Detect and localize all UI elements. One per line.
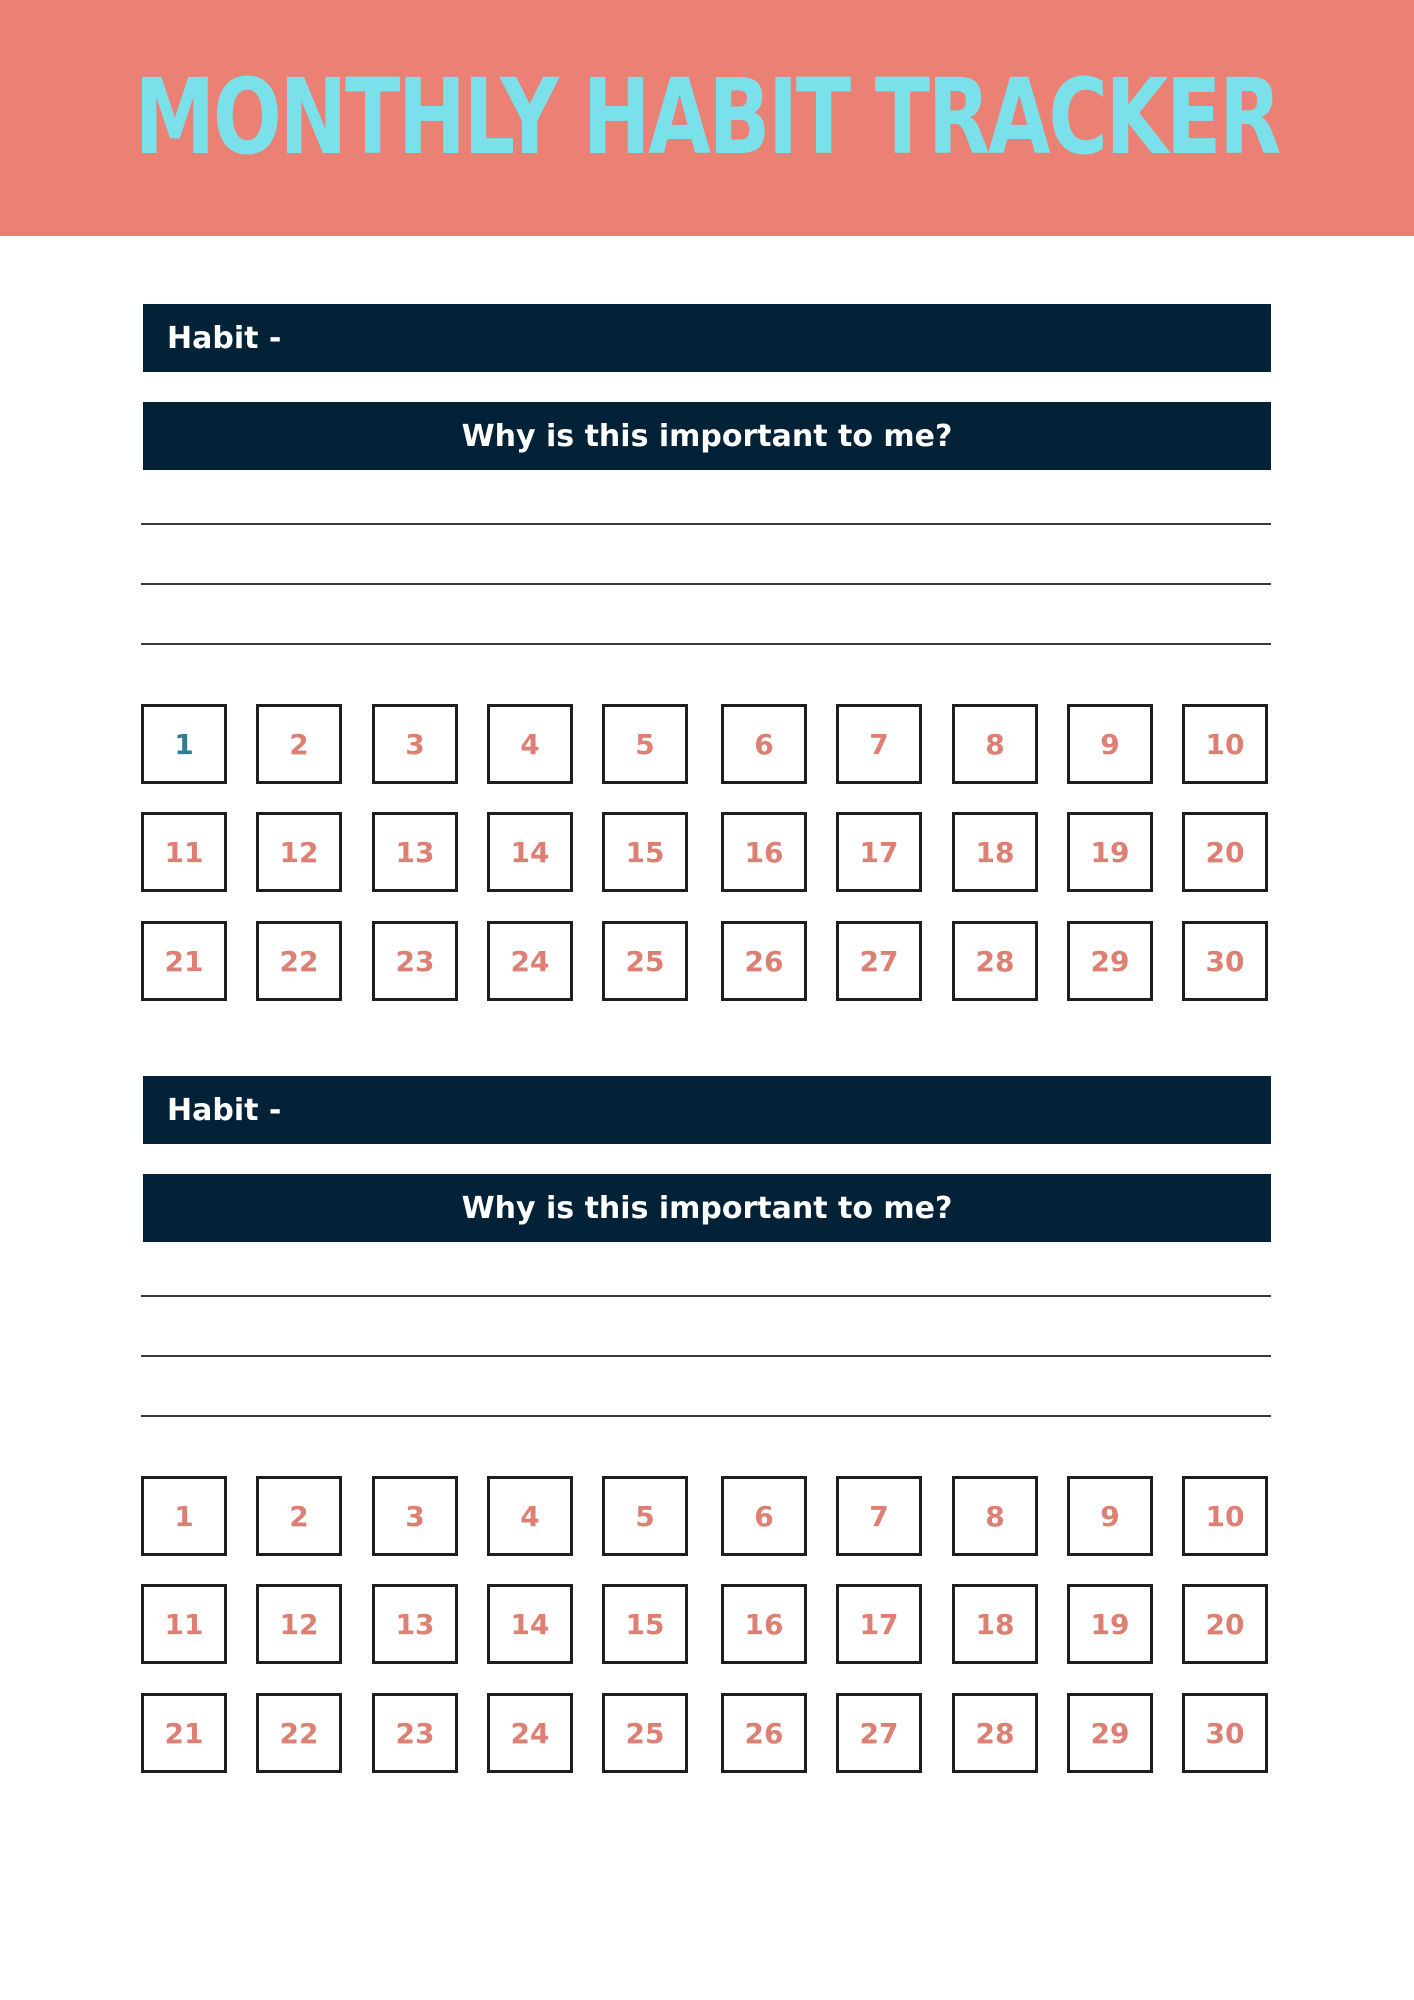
day-checkbox-2[interactable]: 2 (256, 1476, 342, 1556)
day-checkbox-26[interactable]: 26 (721, 921, 807, 1001)
day-checkbox-7[interactable]: 7 (836, 1476, 922, 1556)
day-checkbox-4[interactable]: 4 (487, 1476, 573, 1556)
habit-label: Habit - (167, 1092, 282, 1128)
day-checkbox-27[interactable]: 27 (836, 921, 922, 1001)
day-checkbox-18[interactable]: 18 (952, 1584, 1038, 1664)
writing-line[interactable] (141, 1415, 1271, 1417)
day-checkbox-17[interactable]: 17 (836, 1584, 922, 1664)
day-checkbox-13[interactable]: 13 (372, 1584, 458, 1664)
day-checkbox-21[interactable]: 21 (141, 1693, 227, 1773)
why-important-bar (143, 402, 1271, 470)
day-checkbox-7[interactable]: 7 (836, 704, 922, 784)
day-checkbox-23[interactable]: 23 (372, 921, 458, 1001)
day-checkbox-14[interactable]: 14 (487, 1584, 573, 1664)
day-checkbox-29[interactable]: 29 (1067, 1693, 1153, 1773)
day-checkbox-20[interactable]: 20 (1182, 1584, 1268, 1664)
day-checkbox-15[interactable]: 15 (602, 812, 688, 892)
day-checkbox-8[interactable]: 8 (952, 1476, 1038, 1556)
day-checkbox-6[interactable]: 6 (721, 1476, 807, 1556)
day-checkbox-9[interactable]: 9 (1067, 704, 1153, 784)
day-checkbox-30[interactable]: 30 (1182, 921, 1268, 1001)
day-checkbox-12[interactable]: 12 (256, 812, 342, 892)
day-grid (143, 1476, 1271, 1776)
why-important-label: Why is this important to me? (461, 418, 953, 454)
day-checkbox-13[interactable]: 13 (372, 812, 458, 892)
writing-line[interactable] (141, 523, 1271, 525)
day-checkbox-19[interactable]: 19 (1067, 1584, 1153, 1664)
day-checkbox-18[interactable]: 18 (952, 812, 1038, 892)
day-checkbox-15[interactable]: 15 (602, 1584, 688, 1664)
day-checkbox-11[interactable]: 11 (141, 812, 227, 892)
day-checkbox-3[interactable]: 3 (372, 704, 458, 784)
writing-line[interactable] (141, 1295, 1271, 1297)
writing-line[interactable] (141, 583, 1271, 585)
habit-label: Habit - (167, 320, 282, 356)
habit-bar[interactable] (143, 304, 1271, 372)
day-checkbox-17[interactable]: 17 (836, 812, 922, 892)
day-grid (143, 704, 1271, 1004)
day-checkbox-11[interactable]: 11 (141, 1584, 227, 1664)
day-checkbox-29[interactable]: 29 (1067, 921, 1153, 1001)
day-checkbox-27[interactable]: 27 (836, 1693, 922, 1773)
why-important-label: Why is this important to me? (461, 1190, 953, 1226)
day-checkbox-28[interactable]: 28 (952, 1693, 1038, 1773)
day-checkbox-25[interactable]: 25 (602, 921, 688, 1001)
day-checkbox-6[interactable]: 6 (721, 704, 807, 784)
day-checkbox-26[interactable]: 26 (721, 1693, 807, 1773)
day-checkbox-16[interactable]: 16 (721, 812, 807, 892)
why-important-bar (143, 1174, 1271, 1242)
writing-line[interactable] (141, 643, 1271, 645)
page-title: MONTHLY HABIT TRACKER (134, 56, 1280, 178)
habit-bar[interactable] (143, 1076, 1271, 1144)
day-checkbox-28[interactable]: 28 (952, 921, 1038, 1001)
day-checkbox-5[interactable]: 5 (602, 704, 688, 784)
day-checkbox-30[interactable]: 30 (1182, 1693, 1268, 1773)
day-checkbox-22[interactable]: 22 (256, 1693, 342, 1773)
day-checkbox-3[interactable]: 3 (372, 1476, 458, 1556)
page-header (0, 0, 1414, 236)
day-checkbox-24[interactable]: 24 (487, 921, 573, 1001)
day-checkbox-5[interactable]: 5 (602, 1476, 688, 1556)
day-checkbox-14[interactable]: 14 (487, 812, 573, 892)
day-checkbox-19[interactable]: 19 (1067, 812, 1153, 892)
day-checkbox-10[interactable]: 10 (1182, 704, 1268, 784)
day-checkbox-10[interactable]: 10 (1182, 1476, 1268, 1556)
day-checkbox-22[interactable]: 22 (256, 921, 342, 1001)
day-checkbox-25[interactable]: 25 (602, 1693, 688, 1773)
day-checkbox-12[interactable]: 12 (256, 1584, 342, 1664)
day-checkbox-2[interactable]: 2 (256, 704, 342, 784)
writing-line[interactable] (141, 1355, 1271, 1357)
day-checkbox-24[interactable]: 24 (487, 1693, 573, 1773)
day-checkbox-21[interactable]: 21 (141, 921, 227, 1001)
day-checkbox-9[interactable]: 9 (1067, 1476, 1153, 1556)
day-checkbox-20[interactable]: 20 (1182, 812, 1268, 892)
day-checkbox-4[interactable]: 4 (487, 704, 573, 784)
day-checkbox-1[interactable]: 1 (141, 704, 227, 784)
day-checkbox-8[interactable]: 8 (952, 704, 1038, 784)
day-checkbox-16[interactable]: 16 (721, 1584, 807, 1664)
day-checkbox-1[interactable]: 1 (141, 1476, 227, 1556)
day-checkbox-23[interactable]: 23 (372, 1693, 458, 1773)
